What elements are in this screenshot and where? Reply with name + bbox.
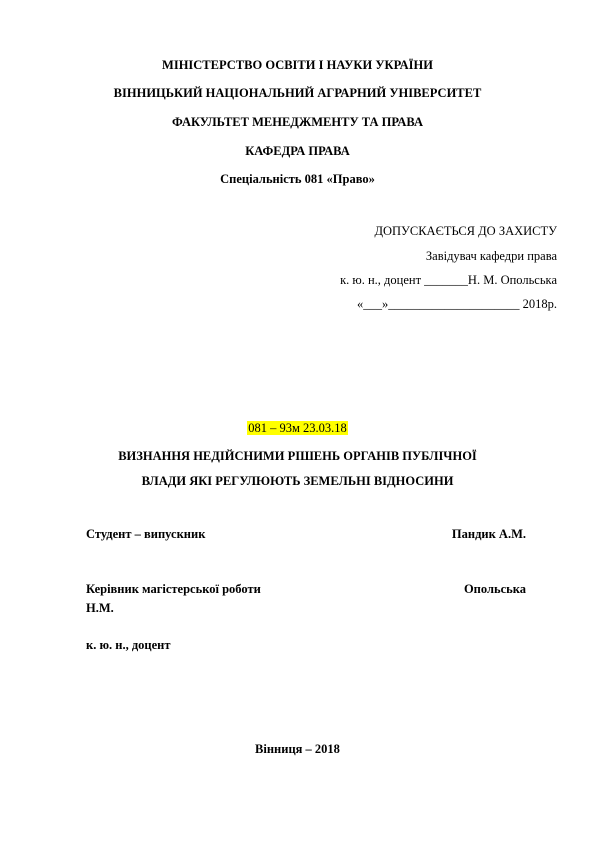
student-name: Пандик А.М. [451, 527, 526, 541]
supervisor-degree: к. ю. н., доцент [86, 638, 171, 652]
supervisor-initials: Н.М. [86, 601, 114, 615]
work-code: 081 – 93м 23.03.18 [248, 421, 347, 435]
work-code-line [0, 421, 595, 435]
department-heading: КАФЕДРА ПРАВА [245, 144, 350, 158]
supervisor-label: Керівник магістерської роботи [86, 582, 261, 596]
university-heading: ВІННИЦЬКИЙ НАЦІОНАЛЬНИЙ АГРАРНИЙ УНІВЕРСИТЕТ [113, 86, 482, 100]
faculty-heading: ФАКУЛЬТЕТ МЕНЕДЖМЕНТУ ТА ПРАВА [172, 115, 423, 129]
approval-signatory: к. ю. н., доцент _______Н. М. Опольська [340, 273, 557, 287]
work-title-line-2: ВЛАДИ ЯКІ РЕГУЛЮЮТЬ ЗЕМЕЛЬНІ ВІДНОСИНИ [141, 474, 454, 488]
city-year: Вінниця – 2018 [255, 742, 340, 756]
approval-position: Завідувач кафедри права [425, 249, 557, 263]
work-title-line-1: ВИЗНАННЯ НЕДІЙСНИМИ РІШЕНЬ ОРГАНІВ ПУБЛІЧНОЇ [118, 449, 477, 463]
ministry-heading: МІНІСТЕРСТВО ОСВІТИ І НАУКИ УКРАЇНИ [162, 58, 433, 72]
supervisor-surname: Опольська [463, 582, 526, 596]
approval-date-line: «___»_____________________ 2018р. [357, 297, 557, 311]
student-label: Студент – випускник [86, 527, 206, 541]
approval-title: ДОПУСКАЄТЬСЯ ДО ЗАХИСТУ [374, 224, 557, 238]
specialty-line: Спеціальність 081 «Право» [220, 172, 375, 186]
